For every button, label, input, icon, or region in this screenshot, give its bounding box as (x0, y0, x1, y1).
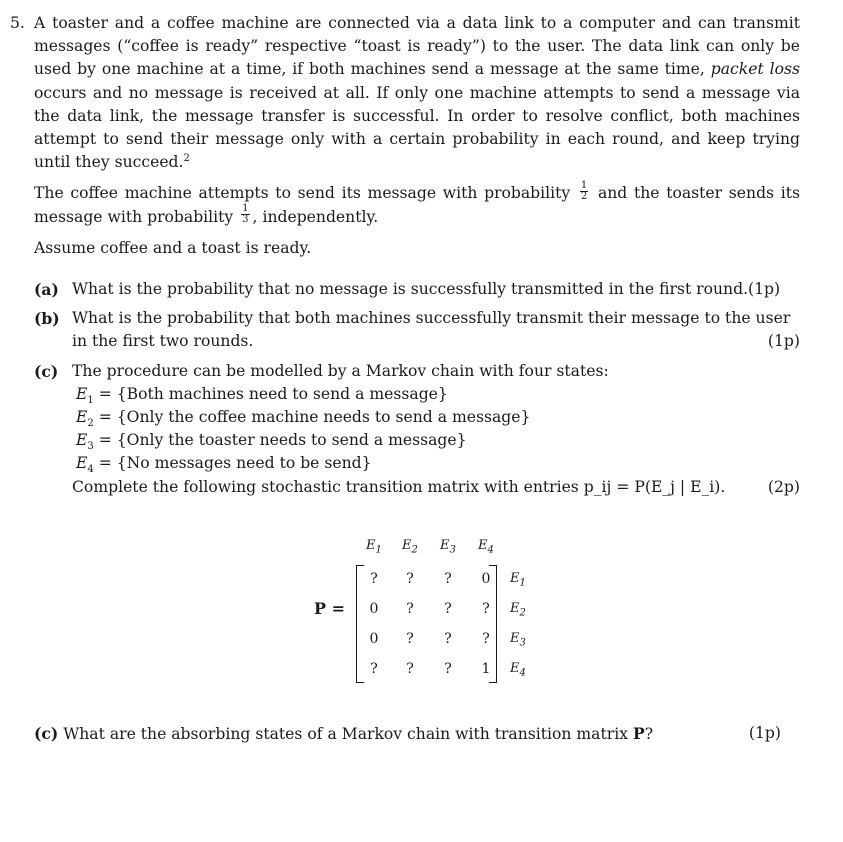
part-c-absorbing: (c) What are the absorbing states of a Markov chain with transition matrix P? (1p) (34, 724, 781, 743)
state-e1: $E_1$ = {Both machines need to send a message} (76, 384, 448, 406)
problem-number: 5. (10, 14, 25, 32)
question-parts (10, 278, 800, 499)
part-b: (b) What is the probability that both machines successfully transmit their message to the user in the first two rounds. (1p) (34, 309, 800, 351)
matrix-col-header: $E_3$ (440, 538, 456, 556)
matrix-cell: ? (444, 661, 452, 677)
matrix-col-header: $E_2$ (402, 538, 418, 556)
part-c-markov: (c) The procedure can be modelled by a Markov chain with four states: $E_1$ = {Both machines need to send a message} $E_2$ = {Only the coffee machine needs to send a message} $E_3$ = {Only the toaster needs to send a message} $E_4 = \{No$ messages need to be send} Complete the following stochastic transition matrix with entries p_ij = P(E_j | E_i). (2p) (34, 360, 800, 499)
problem-intro: 5. A toaster and a coffee machine are connected via a data link to a computer and can transmit messages (“coffee is ready” respective “toast is ready”) to the user. The data link can only be used by one machine at a time, if both machines send a message at the same time, packet loss occurs and no message is received at all. If only one machine attempts to send a message via the data link, the message transfer is successful. In order to resolve conflict, both machines attempt to send their message only with a certain probability in each round, and keep trying until they succeed.$^2$ (10, 14, 801, 172)
matrix-cell: 0 (369, 601, 379, 617)
probability-sentence: The coffee machine attempts to send its message with probability $\frac{1}{2}$ and the toaster sends its message with probability $\frac{1}{3}$ , independently. (34, 179, 801, 226)
matrix-row-label: $E_2$ (510, 601, 526, 619)
fraction-one-half: $\frac{1}{2}$ (580, 179, 588, 202)
matrix-label: P = (314, 599, 346, 618)
matrix-cell: 0 (369, 631, 379, 647)
packet-loss-term: packet loss (710, 60, 801, 79)
matrix-row-label: $E_1$ (510, 571, 526, 589)
state-e4: $E_4 = \{No$ messages need to be send} (76, 454, 372, 476)
matrix-cell: ? (406, 571, 414, 587)
matrix-cell: ? (370, 661, 378, 677)
matrix-cell: ? (370, 571, 378, 587)
assumption-line: Assume coffee and a toast is ready. (34, 238, 312, 257)
state-e2: $E_2$ = {Only the coffee machine needs to send a message} (76, 408, 531, 430)
matrix-col-header: $E_4$ (478, 538, 494, 556)
matrix-cell: ? (406, 631, 414, 647)
transition-formula: p_ij = P(E_j | E_i). (583, 477, 726, 496)
matrix-cell: ? (482, 601, 490, 617)
matrix-col-header: $E_1$ (366, 538, 382, 556)
matrix-row-label: $E_3$ (510, 631, 526, 649)
matrix-cell: ? (444, 571, 452, 587)
state-e3: $E_3$ = {Only the toaster needs to send a message} (76, 431, 467, 453)
matrix-left-bracket (356, 565, 364, 683)
part-a: (a) What is the probability that no message is successfully transmitted in the first round.(1p) (34, 280, 781, 300)
matrix-cell: 1 (481, 661, 491, 677)
complete-matrix-instruction: Complete the following stochastic transition matrix with entries p_ij = P(E_j | E_i). (2p) (72, 477, 800, 496)
matrix-cell: ? (482, 631, 490, 647)
matrix-cell: ? (406, 661, 414, 677)
footnote-marker: 2 (183, 153, 190, 165)
matrix-cell: ? (444, 601, 452, 617)
matrix-cell: 0 (481, 571, 491, 587)
transition-matrix (314, 538, 574, 688)
problem-document (10, 12, 800, 505)
matrix-cell: ? (406, 601, 414, 617)
matrix-cell: ? (444, 631, 452, 647)
fraction-one-third: $\frac{1}{3}$ (242, 203, 249, 226)
matrix-row-label: $E_4$ (510, 661, 526, 679)
